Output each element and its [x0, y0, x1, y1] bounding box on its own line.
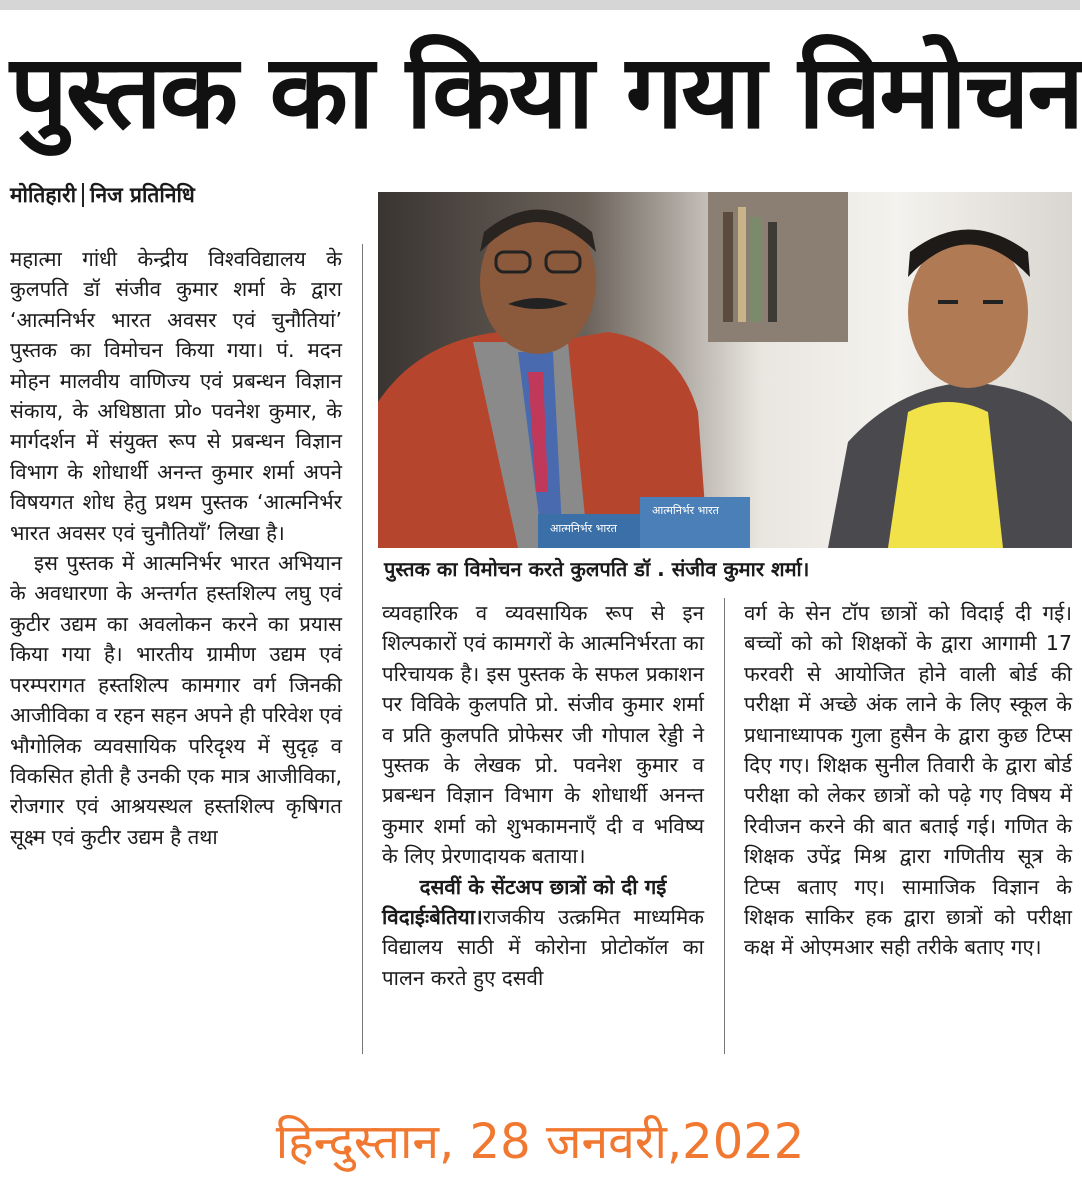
dateline-byline: निज प्रतिनिधि: [90, 183, 195, 207]
dateline: [10, 178, 350, 212]
column-divider-1: [362, 244, 363, 1054]
book-right-title: आत्मनिर्भर भारत: [652, 504, 719, 517]
top-border: [0, 0, 1080, 10]
column2-subheading: दसवीं के सेंटअप छात्रों को दी गई: [419, 874, 667, 899]
book-left-title: आत्मनिर्भर भारत: [550, 522, 617, 535]
dateline-place: मोतिहारी: [10, 183, 77, 207]
column-divider-2: [724, 598, 725, 1054]
column2-paragraph-2: राजकीय उत्क्रमित माध्यमिक विद्यालय साठी में कोरोना प्रोटोकॉल का पालन करते हुए दसवी: [382, 905, 704, 990]
article-column-1: [10, 244, 342, 849]
dateline-separator: [82, 183, 84, 207]
column3-paragraph-1: वर्ग के सेन टॉप छात्रों को विदाई दी गई। बच्चों को को शिक्षकों के द्वारा आगामी 17 फरवरी से आयोजित होने वाली बोर्ड की परीक्षा में अच्छे अंक लाने के लिए स्कूल के प्रधानाध्यापक गुला हुसैन के द्वारा कुछ टिप्स दिए गए। शिक्षक सुनील तिवारी के द्वारा बोर्ड परीक्षा को लेकर छात्रों को पढ़े गए विषय में रिवीजन करने की बात बताई गई। गणित के शिक्षक उपेंद्र मिश्र द्वारा गणितीय सूत्र के टिप्स बताए गए। सामाजिक विज्ञान के शिक्षक साकिर हक द्वारा छात्रों को परीक्षा कक्ष में ओएमआर सही तरीके बताए गए।: [744, 601, 1072, 960]
news-photo: [378, 192, 1072, 548]
source-footer: हिन्दुस्तान, 28 जनवरी,2022: [275, 1114, 805, 1170]
column1-paragraph-1: महात्मा गांधी केन्द्रीय विश्वविद्यालय के कुलपति डॉ संजीव कुमार शर्मा के द्वारा ‘आत्मनिर्भर भारत अवसर एवं चुनौतियां’ पुस्तक का विमोचन किया गया। पं. मदन मोहन मालवीय वाणिज्य एवं प्रबन्धन विज्ञान संकाय, के अधिष्ठाता प्रो० पवनेश कुमार, के मार्गदर्शन में संयुक्त रूप से प्रबन्धन विज्ञान विभाग के शोधार्थी अनन्त कुमार शर्मा अपने विषयगत शोध हेतु प्रथम पुस्तक ‘आत्मनिर्भर भारत अवसर एवं चुनौतियाँ’ लिखा है।: [10, 247, 342, 545]
photo-caption: पुस्तक का विमोचन करते कुलपति डॉ . संजीव कुमार शर्मा।: [384, 557, 810, 581]
column2-paragraph-1: व्यवहारिक व व्यवसायिक रूप से इन शिल्पकारों एवं कामगरों के आत्मनिर्भरता का परिचायक है। इस पुस्तक के सफल प्रकाशन पर विविके कुलपति प्रो. संजीव कुमार शर्मा व प्रति कुलपति प्रोफेसर जी गोपाल रेड्डी ने पुस्तक के लेखक प्रो. पवनेश कुमार व प्रबन्धन विज्ञान विभाग के शोधार्थी अनन्त कुमार शर्मा को शुभकामनाएँ दी व भविष्य के लिए प्रेरणादायक बताया।: [382, 601, 704, 869]
headline: पुस्तक का किया गया विमोचन: [10, 33, 1082, 152]
column1-paragraph-2: इस पुस्तक में आत्मनिर्भर भारत अभियान के अवधारणा के अन्तर्गत हस्तशिल्प लघु एवं कुटीर उद्यम का अवलोकन करने का प्रयास किया गया है। भारतीय ग्रामीण उद्यम एवं परम्परागत हस्तशिल्प कामगार वर्ग जिनकी आजीविका व रहन सहन अपने ही परिवेश एवं भौगोलिक व्यवसायिक परिदृश्य में सुदृढ़ व विकसित होती है उनकी एक मात्र आजीविका, रोजगार एवं आश्रयस्थल हस्तशिल्प कृषिगत सूक्ष्म एवं कुटीर उद्यम है तथा: [10, 551, 342, 849]
column2-lead: विदाईःबेतिया।: [382, 905, 483, 930]
article-column-2: [382, 598, 704, 1058]
article-column-3: [744, 598, 1072, 1058]
photo-illustration: [378, 192, 1072, 548]
